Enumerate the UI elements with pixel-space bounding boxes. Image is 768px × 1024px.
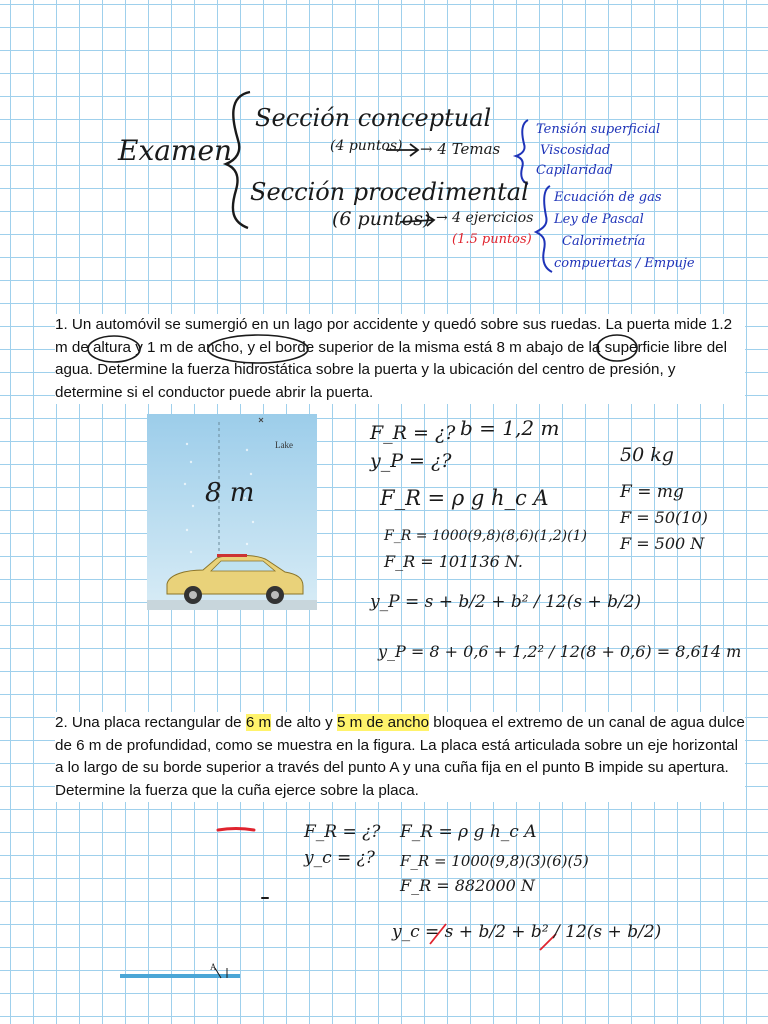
- p2-yc-formula: y_c = s + b/2 + b² / 12(s + b/2): [392, 922, 662, 942]
- p1-yp-calc: y_P = 8 + 0,6 + 1,2² / 12(8 + 0,6) = 8,614 m: [378, 642, 742, 661]
- topic-5: Ley de Pascal: [554, 212, 644, 227]
- topic-1: Tensión superficial: [536, 122, 661, 137]
- section1-points: (4 puntos): [330, 138, 403, 154]
- topic-4: Ecuación de gas: [554, 190, 662, 205]
- p2-result: F_R = 882000 N: [400, 876, 535, 895]
- p1-formula: F_R = ρ g h_c A: [380, 486, 549, 510]
- p2-text-after: bloquea el extremo de un canal de agua dulce de 6 m de profundidad, como se muestra en la figura. La placa está articulada sobre un eje horizontal a lo largo de su borde superior a través del punto A y una cuña fija en el punto B impide su apertura. Determine la fuerza que la cuña ejerce sobre la placa.: [55, 714, 745, 799]
- p2-calc: F_R = 1000(9,8)(3)(6)(5): [400, 852, 589, 870]
- section1-arrow-label: → 4 Temas: [420, 140, 501, 158]
- p1-weight: F = mg: [620, 482, 684, 502]
- section2-sub-points: (1.5 puntos): [452, 232, 532, 247]
- section2-label: Sección procedimental: [250, 178, 529, 206]
- p2-highlight-width: 5 m de ancho: [337, 714, 430, 731]
- section1-label: Sección conceptual: [255, 104, 492, 132]
- p2-formula: F_R = ρ g h_c A: [400, 822, 537, 842]
- p1-weight-result: F = 500 N: [620, 534, 705, 553]
- p1-fr-unknown: F_R = ¿?: [370, 422, 456, 444]
- p1-b-value: b = 1,2 m: [460, 416, 560, 440]
- p1-weight-calc: F = 50(10): [620, 508, 708, 527]
- p1-mass: 50 kg: [620, 444, 674, 466]
- p1-yp-unknown: y_P = ¿?: [370, 450, 452, 472]
- p1-calc: F_R = 1000(9,8)(8,6)(1,2)(1): [384, 528, 587, 544]
- exam-title: Examen: [118, 134, 233, 167]
- p2-text-mid: de alto y: [271, 714, 337, 731]
- problem-1-text: 1. Un automóvil se sumergió en un lago por accidente y quedó sobre sus ruedas. La puerta mide 1.2 m de altura y 1 m de ancho, y el borde superior de la misma está 8 m abajo de la superficie libre del agua. Determine la fuerza hidrostática sobre la puerta y la ubicación del centro de presión, y determine si el conductor puede abrir la puerta.: [55, 314, 745, 404]
- depth-label: 8 m: [205, 478, 255, 508]
- p1-yp-formula: y_P = s + b/2 + b² / 12(s + b/2): [370, 592, 642, 612]
- section2-arrow-label: → 4 ejercicios: [436, 210, 534, 226]
- p1-result: F_R = 101136 N.: [384, 552, 523, 571]
- p2-fr-unknown: F_R = ¿?: [304, 822, 381, 842]
- section2-points: (6 puntos): [332, 208, 431, 230]
- p2-text-before: 2. Una placa rectangular de: [55, 714, 246, 731]
- topic-2: Viscosidad: [540, 143, 611, 158]
- topic-7: compuertas / Empuje: [554, 256, 695, 271]
- p2-figure-label: A: [210, 962, 217, 972]
- p2-highlight-height: 6 m: [245, 714, 272, 731]
- topic-6: Calorimetría: [562, 234, 646, 249]
- p2-yc-unknown: y_c = ¿?: [304, 848, 375, 868]
- lake-label: Lake: [275, 440, 293, 450]
- topic-3: Capilaridad: [536, 163, 613, 178]
